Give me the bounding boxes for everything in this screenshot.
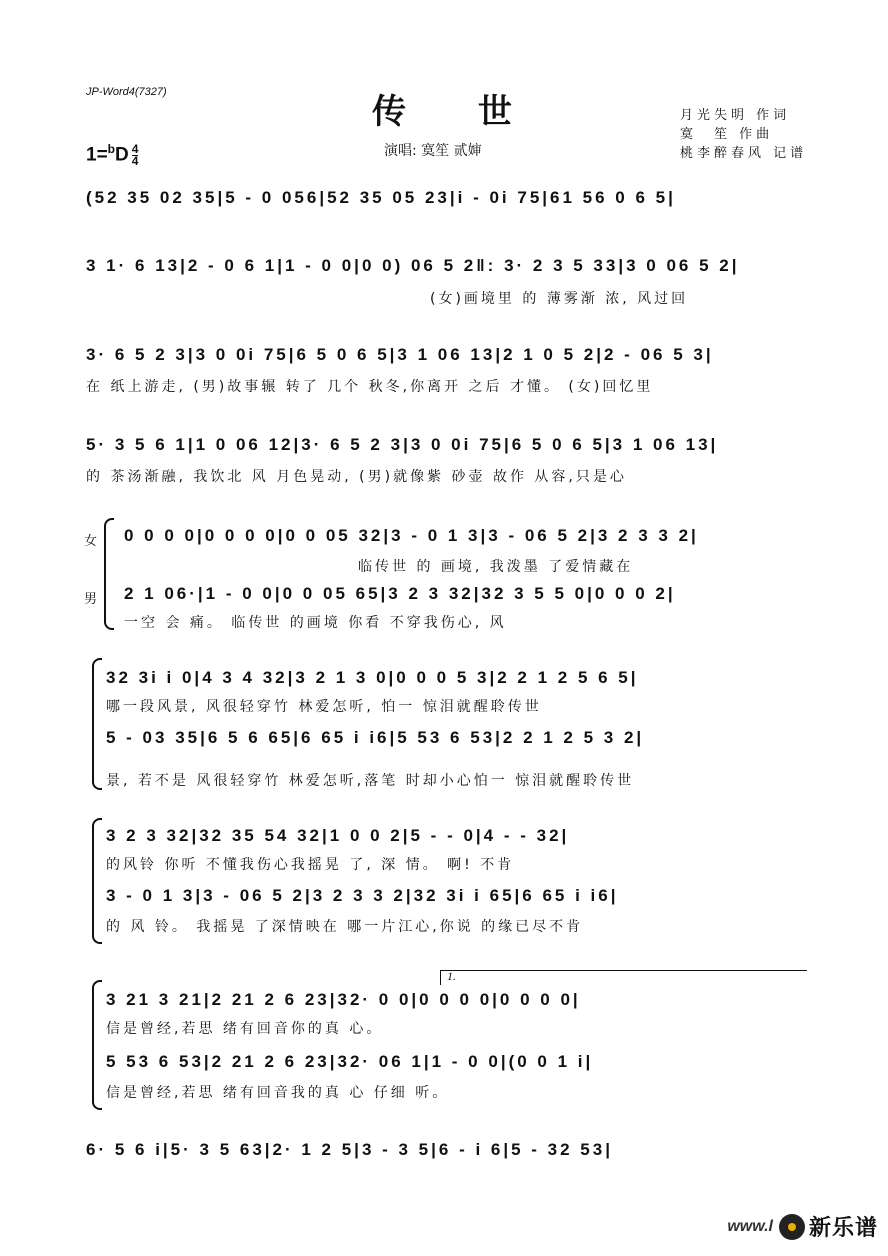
system-brace <box>104 518 114 630</box>
system-3-lyrics: 在 纸上游走, (男)故事辗 转了 几个 秋冬,你离开 之后 才懂。 (女)回忆里 <box>86 379 654 395</box>
brand-name: 新乐谱 <box>808 1216 878 1241</box>
duet-1-male-notes: 2 1 06·|1 - 0 0|0 0 05 65|3 2 3 32|32 3 5 5 0|0 0 0 2| <box>124 584 676 603</box>
duet-4-male-notes: 5 53 6 53|2 21 2 6 23|32· 06 1|1 - 0 0|(0 0 1 i| <box>106 1052 594 1071</box>
final-system-notes: 6· 5 6 i|5· 3 5 63|2· 1 2 5|3 - 3 5|6 - i 6|5 - 32 53| <box>86 1140 613 1159</box>
key-signature <box>86 142 138 167</box>
composer-credit: 寞 笙 作曲 <box>680 127 774 142</box>
site-url: www.l <box>727 1217 773 1235</box>
duet-2-male-notes: 5 - 03 35|6 5 6 65|6 65 i i6|5 53 6 53|2 2 1 2 5 3 2| <box>106 728 645 747</box>
duet-2-male-lyrics: 景, 若不是 风很轻穿竹 林爱怎听,落笔 时却小心怕一 惊泪就醒聆传世 <box>106 773 635 789</box>
female-part-label: 女 <box>84 534 98 549</box>
system-2-lyrics: (女)画境里 的 薄雾渐 浓, 风过回 <box>430 291 689 307</box>
system-brace <box>92 980 102 1110</box>
system-brace <box>92 658 102 790</box>
singers-line: 演唱: 寞笙 贰婶 <box>384 143 482 159</box>
key-note: D <box>115 144 129 166</box>
system-3-notes: 3· 6 5 2 3|3 0 0i 75|6 5 0 6 5|3 1 06 13|2 1 0 5 2|2 - 06 5 3| <box>86 345 714 364</box>
duet-4-male-lyrics: 信是曾经,若思 绪有回音我的真 心 仔细 听。 <box>106 1085 450 1101</box>
system-2-notes: 3 1· 6 13|2 - 0 6 1|1 - 0 0|0 0) 06 5 2‖: 3· 2 3 5 33|3 0 06 5 2| <box>86 256 740 275</box>
duet-4-female-notes: 3 21 3 21|2 21 2 6 23|32· 0 0|0 0 0 0|0 0 0 0| <box>106 990 581 1009</box>
duet-3-male-lyrics: 的 风 铃。 我摇晃 了深情映在 哪一片江心,你说 的缘已尽不肯 <box>106 919 584 935</box>
time-signature <box>131 141 139 168</box>
song-title: 传 世 <box>372 92 542 132</box>
volta-label: 1. <box>447 969 456 983</box>
first-ending-bracket <box>440 970 807 985</box>
duet-4-female-lyrics: 信是曾经,若思 绪有回音你的真 心。 <box>106 1021 384 1037</box>
credits-block <box>680 106 807 163</box>
duet-1-female-lyrics: 临传世 的 画境, 我泼墨 了爱情藏在 <box>358 559 634 575</box>
lyricist-credit: 月光失明 作词 <box>680 108 791 123</box>
document-meta: JP-Word4(7327) <box>86 86 167 98</box>
site-watermark <box>727 1211 878 1242</box>
duet-1-male-lyrics: 一空 会 痛。 临传世 的画境 你看 不穿我伤心, 风 <box>124 615 507 631</box>
system-4-lyrics: 的 茶汤渐融, 我饮北 风 月色晃动, (男)就像紫 砂壶 故作 从容,只是心 <box>86 469 627 485</box>
duet-3-male-notes: 3 - 0 1 3|3 - 06 5 2|3 2 3 3 2|32 3i i 65|6 65 i i6| <box>106 886 619 905</box>
male-part-label: 男 <box>84 592 98 607</box>
time-bottom: 4 <box>131 153 139 168</box>
duet-1-female-notes: 0 0 0 0|0 0 0 0|0 0 05 32|3 - 0 1 3|3 - 06 5 2|3 2 3 3 2| <box>124 526 699 545</box>
transcriber-credit: 桃李醉春风 记谱 <box>680 146 808 161</box>
system-brace <box>92 818 102 944</box>
duet-3-female-lyrics: 的风铃 你听 不懂我伤心我摇晃 了, 深 情。 啊! 不肯 <box>106 857 515 873</box>
key-prefix: 1= <box>86 144 108 166</box>
time-top: 4 <box>131 141 139 156</box>
duet-3-female-notes: 3 2 3 32|32 35 54 32|1 0 0 2|5 - - 0|4 - - 32| <box>106 826 570 845</box>
duet-2-female-notes: 32 3i i 0|4 3 4 32|3 2 1 3 0|0 0 0 5 3|2 2 1 2 5 6 5| <box>106 668 639 687</box>
flat-sign: b <box>107 142 116 156</box>
system-4-notes: 5· 3 5 6 1|1 0 06 12|3· 6 5 2 3|3 0 0i 75|6 5 0 6 5|3 1 06 13| <box>86 435 719 454</box>
duet-2-female-lyrics: 哪一段风景, 风很轻穿竹 林爱怎听, 怕一 惊泪就醒聆传世 <box>106 699 542 715</box>
system-1-notes: (52 35 02 35|5 - 0 056|52 35 05 23|i - 0i 75|61 56 0 6 5| <box>86 188 676 207</box>
record-disc-icon <box>779 1214 805 1240</box>
